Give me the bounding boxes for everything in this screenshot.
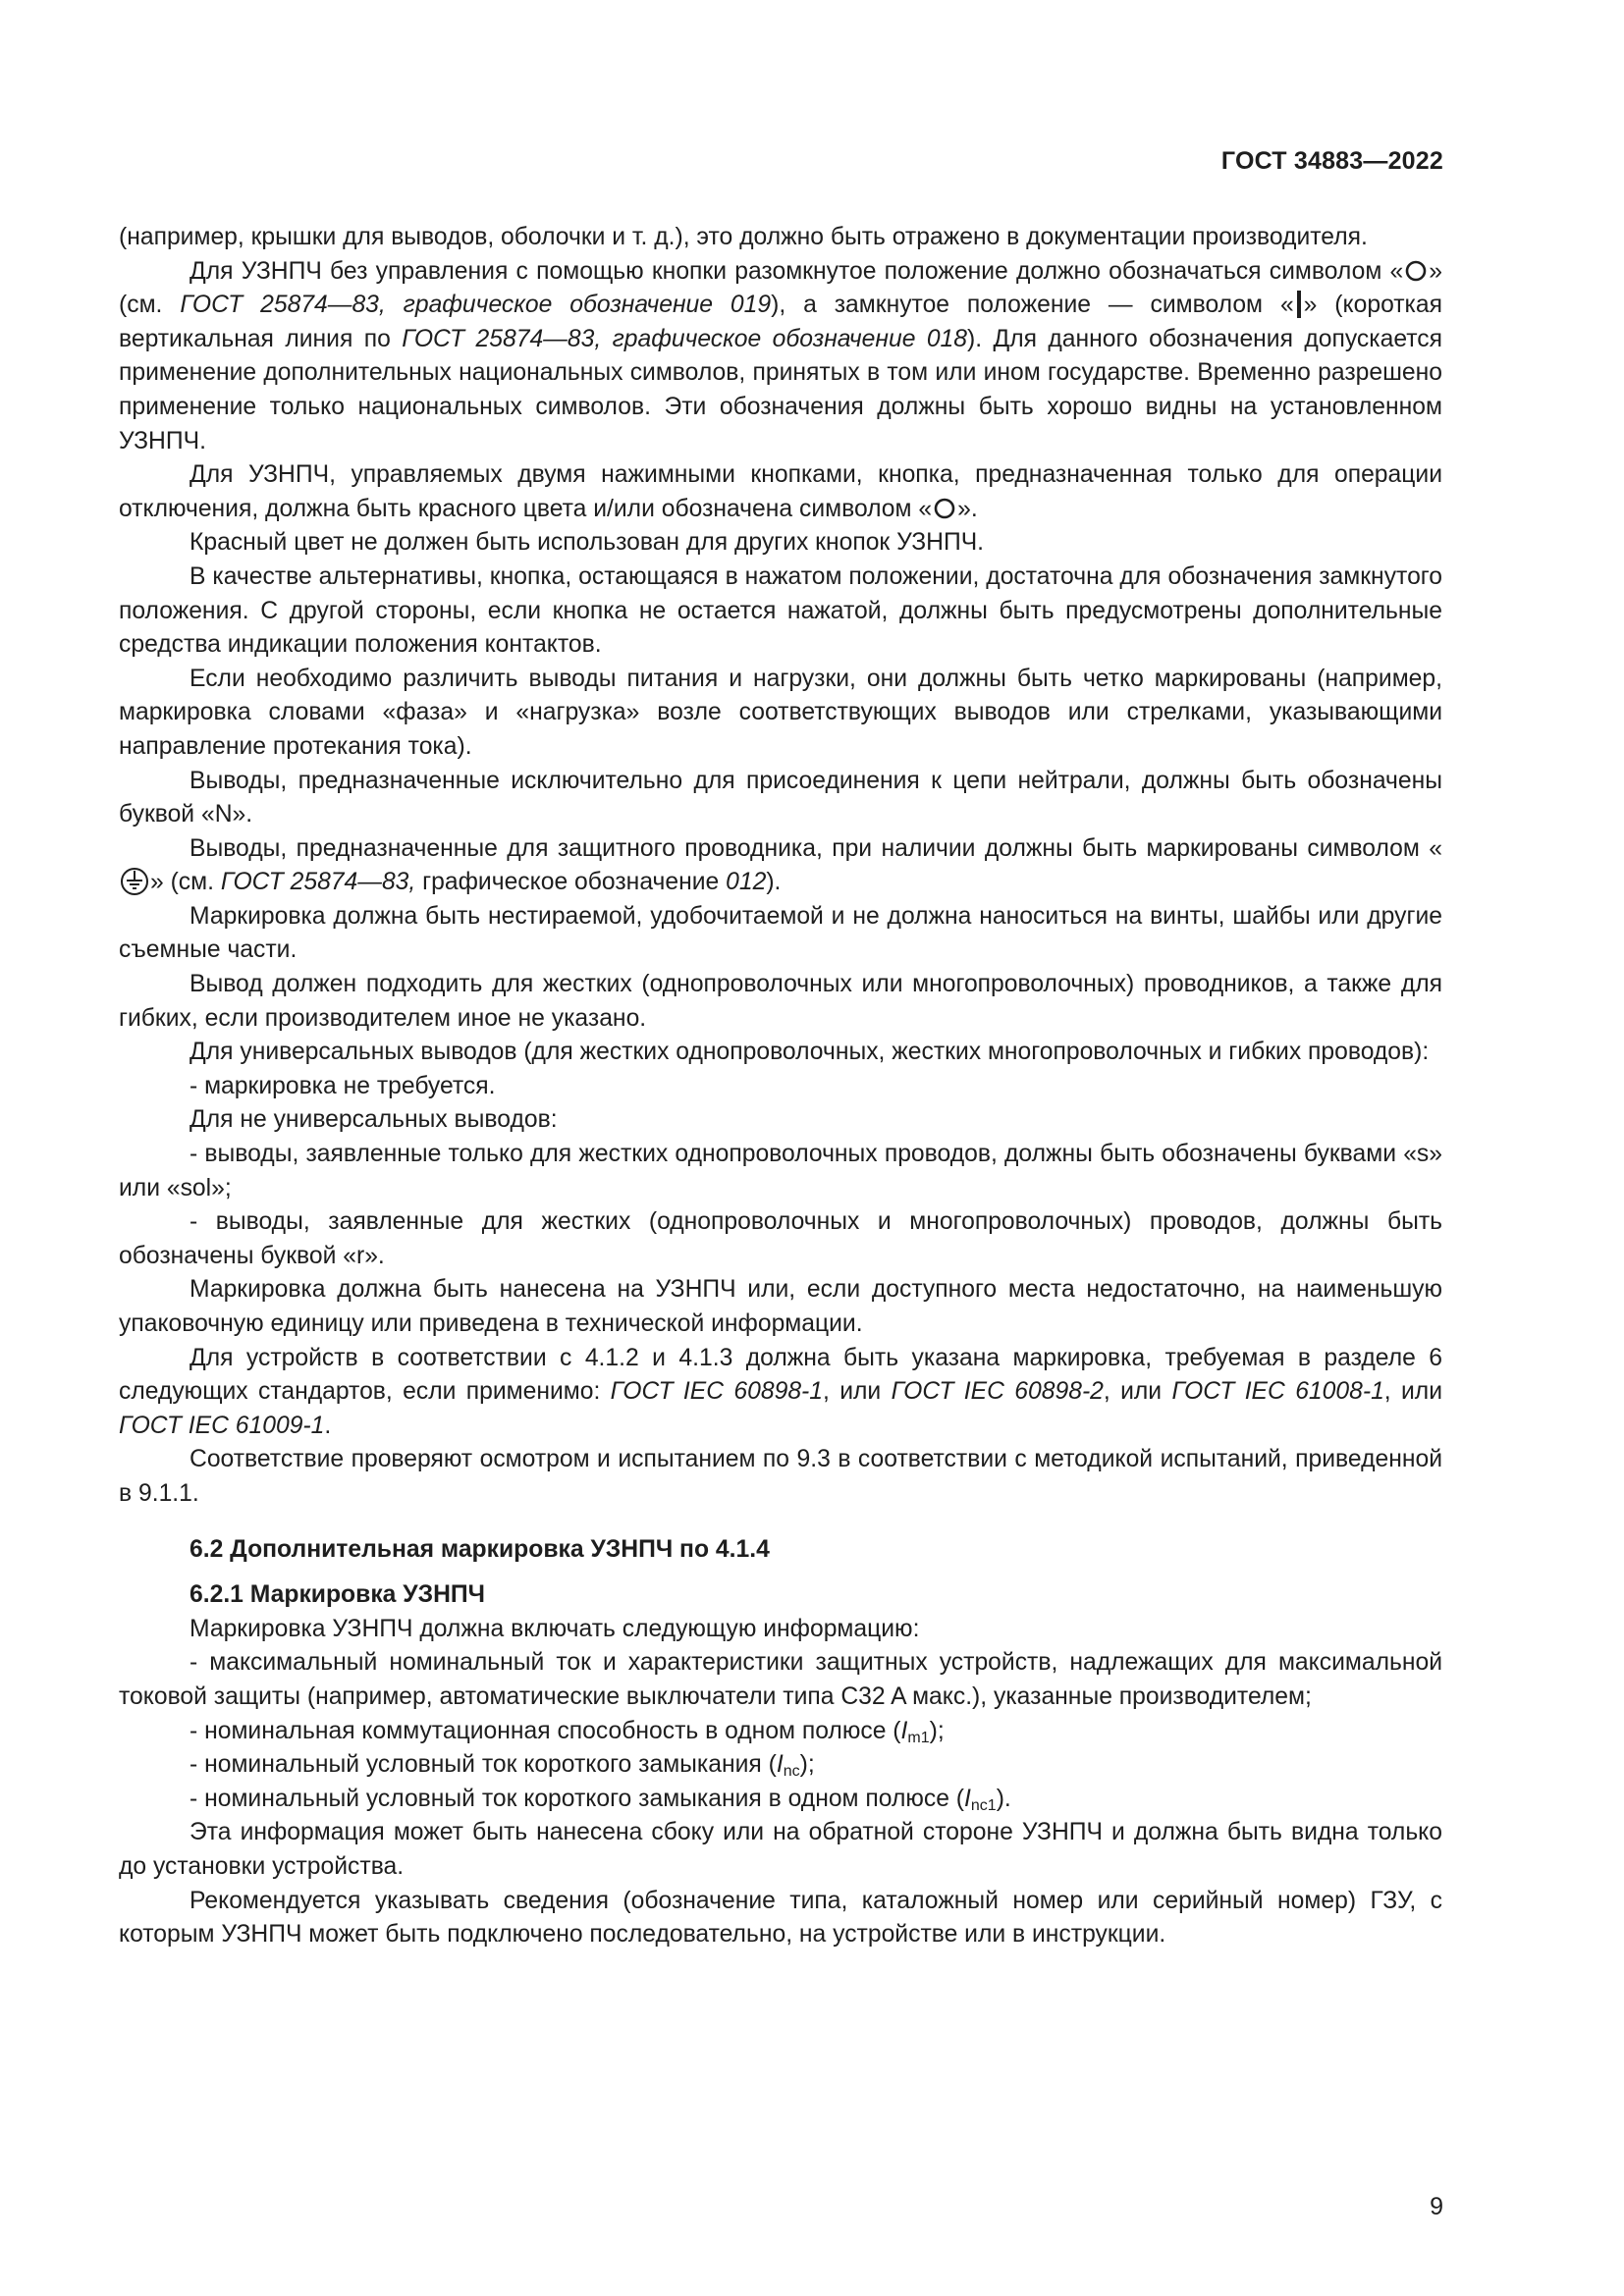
list-item: - маркировка не требуется. xyxy=(189,1072,496,1099)
paragraph: Красный цвет не должен быть использован для других кнопок УЗНПЧ. xyxy=(189,529,985,557)
page-number: 9 xyxy=(1430,2193,1443,2220)
list-item: - номинальный условный ток короткого замыкания в одном полюсе $(I_{nc1})$. xyxy=(189,1785,1011,1814)
list-item: - выводы, заявленные только для жестких однопроволочных проводов, должны быть обозначены буквами «s» или «sol»; xyxy=(119,1141,1442,1201)
list-item: - номинальная коммутационная способность в одном полюсе $(I_{m1})$; xyxy=(189,1717,945,1746)
paragraph: Рекомендуется указывать сведения (обозначение типа, каталожный номер или серийный номер) ГЗУ, с которым УЗНПЧ может быть подключено последовательно, на устройстве или в инструкции. xyxy=(119,1887,1442,1949)
list-item: - максимальный номинальный ток и характеристики защитных устройств, надлежащих для максимальной токовой защиты (например, автоматические выключатели типа C32 A макс.), указанные производителем; xyxy=(119,1649,1442,1710)
paragraph: Для УЗНПЧ, управляемых двумя нажимными кнопками, кнопка, предназначенная только для операции отключения, должна быть красного цвета и/или обозначена символом « ». xyxy=(119,461,1442,522)
paragraph: Если необходимо различить выводы питания и нагрузки, они должны быть четко маркированы (например, маркировка словами «фаза» и «нагрузка» возле соответствующих выводов или стрелками, указывающими направление протекания тока). xyxy=(119,665,1442,760)
subsection-heading: 6.2.1 Маркировка УЗНПЧ xyxy=(189,1581,485,1609)
paragraph: Эта информация может быть нанесена сбоку или на обратной стороне УЗНПЧ и должна быть видна только до установки устройства. xyxy=(119,1819,1442,1880)
paragraph: В качестве альтернативы, кнопка, остающаяся в нажатом положении, достаточна для обозначения замкнутого положения. С другой стороны, если кнопка не остается нажатой, должны быть предусмотрены дополнительные средства индикации положения контактов. xyxy=(119,562,1442,659)
paragraph: Вывод должен подходить для жестких (однопроволочных или многопроволочных) проводников, а также для гибких, если производителем иное не указано. xyxy=(119,971,1442,1032)
circle-symbol-icon xyxy=(933,497,956,520)
paragraph: Маркировка должна быть нанесена на УЗНПЧ или, если доступного места недостаточно, на наименьшую упаковочную единицу или приведена в технической информации. xyxy=(119,1276,1442,1337)
bar-symbol-icon xyxy=(1295,290,1303,319)
paragraph: Для не универсальных выводов: xyxy=(189,1106,558,1134)
paragraph: Маркировка должна быть нестираемой, удобочитаемой и не должна наноситься на винты, шайбы или другие съемные части. xyxy=(119,902,1442,964)
document-code: ГОСТ 34883—2022 xyxy=(1220,147,1443,175)
paragraph: Для универсальных выводов (для жестких однопроволочных, жестких многопроволочных и гибких проводов): xyxy=(189,1039,1430,1066)
list-item: - номинальный условный ток короткого замыкания $(I_{nc})$; xyxy=(189,1751,815,1781)
list-item: - выводы, заявленные для жестких (однопроволочных и многопроволочных) проводов, должны быть обозначены буквой «r». xyxy=(119,1208,1442,1269)
circle-symbol-icon xyxy=(1404,259,1428,283)
paragraph: Маркировка УЗНПЧ должна включать следующую информацию: xyxy=(189,1615,920,1642)
section-heading: 6.2 Дополнительная маркировка УЗНПЧ по 4.1.4 xyxy=(189,1535,770,1563)
paragraph-standards: Для устройств в соответствии с 4.1.2 и 4.1.3 должна быть указана маркировка, требуемая в разделе 6 следующих стандартов, если применимо: ГОСТ IEC 60898-1, или ГОСТ IEC 60898-2, или ГОСТ IEC 61008-1, или ГОСТ IEC 61009-1. xyxy=(119,1344,1442,1439)
earth-symbol-icon xyxy=(120,867,149,896)
document-body xyxy=(119,221,1442,1952)
paragraph-earth-symbol: Выводы, предназначенные для защитного проводника, при наличии должны быть маркированы символом «» (см. ГОСТ 25874—83, графическое обозначение 012). xyxy=(119,832,1442,900)
paragraph: Выводы, предназначенные исключительно для присоединения к цепи нейтрали, должны быть обозначены буквой «N». xyxy=(119,767,1442,828)
paragraph: Соответствие проверяют осмотром и испытанием по 9.3 в соответствии с методикой испытаний, приведенной в 9.1.1. xyxy=(119,1446,1442,1507)
paragraph-switch-symbols: Для УЗНПЧ без управления с помощью кнопки разомкнутое положение должно обозначаться символом « » (см. ГОСТ 25874—83, графическое обозначение 019), а замкнутое положение — символом « » (короткая вертикальная линия по ГОСТ 25874—83, графическое обозначение 018). Для данного обозначения допускается применение дополнительных национальных символов, принятых в том или ином государстве. Временно разрешено применение только национальных символов. Эти обозначения должны быть хорошо видны на установленном УЗНПЧ. xyxy=(119,257,1443,454)
paragraph: (например, крышки для выводов, оболочки и т. д.), это должно быть отражено в документации производителя. xyxy=(119,224,1368,250)
